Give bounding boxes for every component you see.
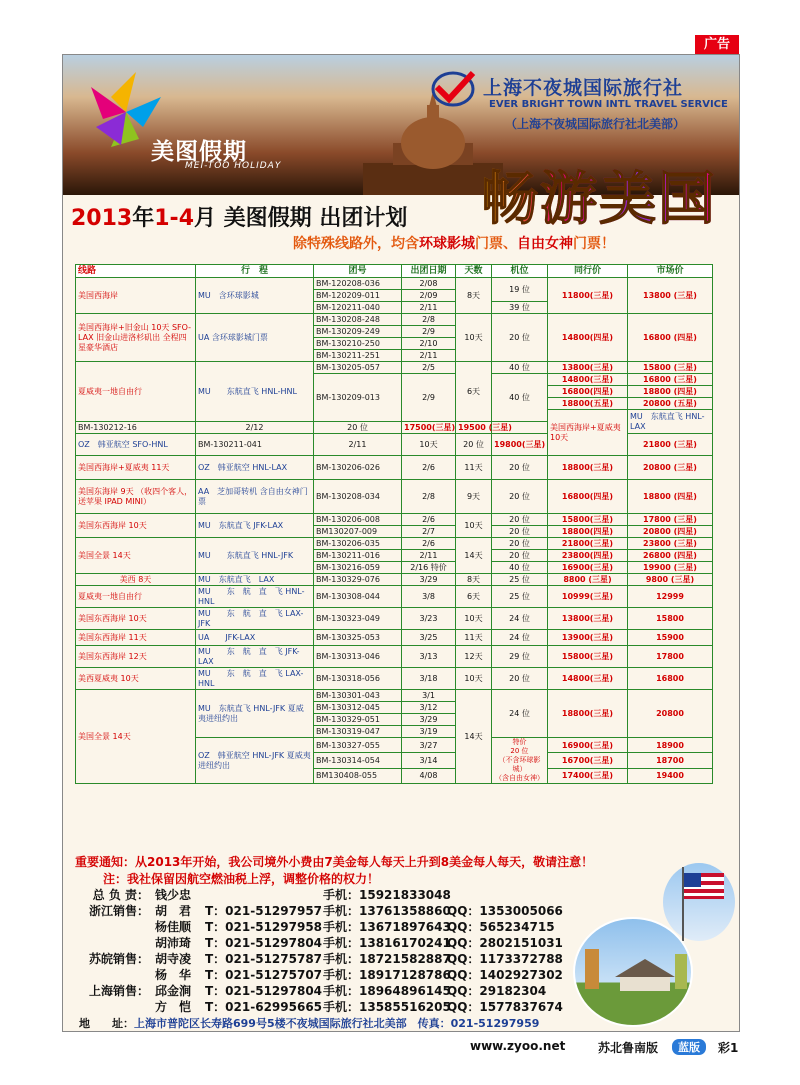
tour-schedule-table: [75, 264, 713, 784]
agency-checkmark-logo-icon: [431, 69, 476, 109]
table-row: 美国全景 14天 MU 东航直飞 HNL-JFK 夏威夷进纽约出 BM-130301-043 3/1 14天 24 位 18800(三星) 20800: [76, 690, 713, 702]
table-header: 线路 行 程 团号 出团日期 天数 机位 同行价 市场价: [76, 265, 713, 278]
table-row: OZ 韩亚航空 SFO-HNL BM-130211-041 2/11 10天 20 位 19800(三星) 21800 (三星): [76, 434, 713, 456]
edition-label: 苏北鲁南版: [598, 1041, 659, 1055]
website-link[interactable]: www.zyoo.net: [470, 1039, 566, 1053]
table-row: BM-130216-059 2/16 特价 40 位 16900(三星) 19900 (三星): [76, 562, 713, 574]
table-row: BM-130212-16 2/12 20 位 17500(三星) 19500 (三星): [76, 422, 713, 434]
table-row: BM-130211-016 2/11 20 位 23800(四星) 26800 (四星): [76, 550, 713, 562]
agency-name-english: EVER BRIGHT TOWN INTL TRAVEL SERVICE: [489, 99, 728, 110]
table-row: 18800(五星) 20800 (五星): [76, 398, 713, 410]
address-line: 地 址：上海市普陀区长寿路699号5楼不夜城国际旅行社北美部 传真：021-51297959: [79, 1017, 540, 1030]
price-adjust-note: 注：我社保留因航空燃油税上浮，调整价格的权力！: [103, 872, 380, 886]
table-row: 美国东西海岸 11天 UA JFK-LAX BM-130325-053 3/25 11天 24 位 13900(三星) 15900: [76, 630, 713, 646]
table-row: BM-130210-250 2/10: [76, 338, 713, 350]
brand-name-english: MEI-TOO HOLIDAY: [185, 161, 282, 171]
table-row: BM-130209-249 2/9: [76, 326, 713, 338]
agency-name: 上海不夜城国际旅行社: [483, 77, 684, 99]
ad-tag: 广告: [695, 35, 739, 55]
table-row: 美国西海岸+夏威夷 10天 MU 东航直飞 HNL-LAX: [76, 410, 713, 422]
table-row: BM-120209-011 2/09: [76, 290, 713, 302]
table-row: 美国东西海岸 12天 MU 东 航 直 飞 JFK-LAX BM-130313-046 3/13 12天 29 位 15800(三星) 17800: [76, 646, 713, 668]
table-row: 美国东西海岸 10天 MU 东 航 直 飞 LAX-JFK BM-130323-049 3/23 10天 24 位 13800(三星) 15800: [76, 608, 713, 630]
page-number: 彩1: [718, 1041, 739, 1055]
table-row: 美国东西海岸 10天 MU 东航直飞 JFK-LAX BM-130206-008 2/6 10天 20 位 15800(三星) 17800 (三星): [76, 514, 713, 526]
page-title: 2013年1-4月 美图假期 出团计划: [71, 206, 408, 231]
slogan: 畅游美国: [481, 153, 717, 235]
edition-badge: 蓝版: [672, 1039, 706, 1055]
table-row: 美国西海岸 MU 含环球影城 BM-120208-036 2/08 8天 19 位 11800(三星) 13800 (三星): [76, 278, 713, 290]
table-row: BM130207-009 2/7 20 位 18800(四星) 20800 (四星): [76, 526, 713, 538]
agency-department: （上海不夜城国际旅行社北美部）: [505, 117, 686, 131]
table-row: BM130408-055 4/08 17400(三星) 19400: [76, 768, 713, 783]
table-row: 美国全景 14天 MU 东航直飞 HNL-JFK BM-130206-035 2/6 14天 20 位 21800(三星) 23800 (三星): [76, 538, 713, 550]
table-row: BM-130319-047 3/19: [76, 726, 713, 738]
table-row: BM-130209-013 2/9 40 位 14800(三星) 16800 (三星): [76, 374, 713, 386]
table-row: 美国西海岸+夏威夷 11天 OZ 韩亚航空 HNL-LAX BM-130206-026 2/6 11天 20 位 18800(三星) 20800 (三星): [76, 456, 713, 480]
table-row: BM-130329-051 3/29: [76, 714, 713, 726]
table-row: OZ 韩亚航空 HNL-JFK 夏威夷进纽约出 BM-130327-055 3/27 特价 20 位 （不含环球影城） （含自由女神） 16900(三星) 18900: [76, 738, 713, 753]
table-row: BM-130211-251 2/11: [76, 350, 713, 362]
table-row: 夏威夷一地自由行 MU 东 航 直 飞 HNL-HNL BM-130308-044 3/8 6天 25 位 10999(三星) 12999: [76, 586, 713, 608]
table-row: 美西夏威夷 10天 MU 东 航 直 飞 LAX-HNL BM-130318-056 3/18 10天 20 位 14800(三星) 16800: [76, 668, 713, 690]
advert-frame: 美图假期 MEI-TOO HOLIDAY 上海不夜城国际旅行社 EVER BRIGHT TOWN INTL TRAVEL SERVICE （上海不夜城国际旅行社北美部） 畅游美国 2013年1-4月 美图假期 出团计划 除特殊线路外，均含环球影城门票、自由女神门票！ 线路 行 程 团号 出团日期 天数 机位 同行价 市场价 美国西海岸 MU 含环球影城 BM-120208-036 2/08 8天 19 位 11800(三星) 13800 (三星) BM-120209-011 2/09 BM-120211-040 2/11 39 位 美国西海岸+旧金山 10天 SFO-LAX 旧金山进洛杉矶出 全程四星豪华酒店 UA 含环球影城门票 BM-130208-248 2/8 10天 20 位 14800(四星) 16800 (四星) BM-130209-249 2/9 BM-130210-250 2/10 BM-130211-251 2/11 夏威夷一地自由行 MU 东航直飞 HNL-HNL BM-130205-057 2/5 6天 40 位 13800(三星) 15800 (三星) BM-130209-013 2/9 40 位 14800(三星) 16800 (三星) 16800(四星) 18800 (四星) 18800(五星) 20800 (五星) 美国西海岸+夏威夷 10天 MU 东航直飞 HNL-LAX BM-130212-16 2/12 20 位 17500(三星) 19500 (三星) OZ 韩亚航空 SFO-HNL BM-130211-041 2/11 10天 20 位 19800(三星) 21800 (三星) 美国西海岸+夏威夷 11天 OZ 韩亚航空 HNL-LAX BM-130206-026 2/6 11天 20 位 18800(三星) 20800 (三星) 美国东海岸 9天 （收四个客人，送苹果 IPAD MINI） AA 芝加哥转机 含自由女神门票 BM-130208-034 2/8 9天 20 位 16800(四星) 18800 (四星) 美国东西海岸 10天 MU 东航直飞 JFK-LAX BM-130206-008 2/6 10天 20 位 15800(三星) 17800 (三星) BM130207-009 2/7 20 位 18800(四星) 20800 (四星) 美国全景 14天 MU 东航直飞 HNL-JFK BM-130206-035 2/6 14天 20 位 21800(三星) 23800 (三星) BM-130211-016 2/11 20 位 23800(四星) 26800 (四星) BM-130216-059 2/16 特价 40 位 16900(三星) 19900 (三星) 美西 8天 MU 东航直飞 LAX BM-130329-076 3/29 8天 25 位 8800 (三星) 9800 (三星) 夏威夷一地自由行 MU 东 航 直 飞 HNL-HNL BM-130308-044 3/8 6天 25 位 10999(三星) 12999 美国东西海岸 10天 MU 东 航 直 飞 LAX-JFK BM-130323-049 3/23 10天 24 位 13800(三星) 15800 美国东西海岸 11天 UA JFK-LAX BM-130325-053 3/25 11天 24 位 13900(三星) 15900 美国东西海岸 12天 MU 东 航 直 飞 JFK-LAX BM-130313-046 3/13 12天 29 位 15800(三星) 17800 美西夏威夷 10天 MU 东 航 直 飞 LAX-HNL BM-130318-056 3/18 10天 20 位 14800(三星) 16800 美国全景 14天 MU 东航直飞 HNL-JFK 夏威夷进纽约出 BM-130301-043 3/1 14天 24 位 18800(三星) 20800 BM-130312-045 3/12 BM-130329-051 3/29 BM-130319-047 3/19 OZ 韩亚航空 HNL-JFK 夏威夷进纽约出 BM-130327-055 3/27 特价 20 位 （不含环球影城） （含自由女神） 16900(三星) 18900 BM-130314-054 3/14 16700(三星) 18700 BM130408-055 4/08 17400(三星) 19400 重要通知：从2013年开始，我公司境外小费由7美金每人每天上升到8美金每人每天，敬请注意！ 注：我社保留因航空燃油税上浮，调整价格的权力！ 总 负 责： 钱少忠 手机：15921833048 浙江销售： 胡 君 T：021-51297957 手机：13761358860 QQ：1353005066 杨佳顺 T：021-51297958 手机：13671897643 QQ：565234715 胡沛琦 T：021-51297804 手机：13816170241 QQ：2802151031 苏皖销售： 胡寺凌 T：021-51275787 手机：18721582887 QQ：1173372788 杨 华 T：021-51275707 手机：18917128786 QQ：1402927302 上海销售： 邱金涧 T：021-51297804 手机：18964896145 QQ：29182304 方 恺 T：021-62995665 手机：13585516205 QQ：1577837674 地 址：上海市普陀区长寿路699号5楼不夜城国际旅行社北美部 传真：021-51297959: [62, 54, 740, 1032]
brand-name: 美图假期: [151, 138, 247, 165]
table-row: BM-120211-040 2/11 39 位: [76, 302, 713, 314]
house-photo: [573, 917, 693, 1027]
house-icon: [575, 919, 695, 1029]
inclusion-note: 除特殊线路外，均含环球影城门票、自由女神门票！: [293, 236, 615, 252]
table-row: 16800(四星) 18800 (四星): [76, 386, 713, 398]
table-row: 美国东海岸 9天 （收四个客人，送苹果 IPAD MINI） AA 芝加哥转机 含自由女神门票 BM-130208-034 2/8 9天 20 位 16800(四星) 18800 (四星): [76, 480, 713, 514]
table-row: BM-130312-045 3/12: [76, 702, 713, 714]
page-footer: [0, 1033, 800, 1059]
table-row: 美西 8天 MU 东航直飞 LAX BM-130329-076 3/29 8天 25 位 8800 (三星) 9800 (三星): [76, 574, 713, 586]
important-notice: 重要通知：从2013年开始，我公司境外小费由7美金每人每天上升到8美金每人每天，敬请注意！: [75, 855, 594, 869]
table-row: 美国西海岸+旧金山 10天 SFO-LAX 旧金山进洛杉矶出 全程四星豪华酒店 UA 含环球影城门票 BM-130208-248 2/8 10天 20 位 14800(四星) 16800 (四星): [76, 314, 713, 326]
table-row: BM-130314-054 3/14 16700(三星) 18700: [76, 753, 713, 768]
table-row: 夏威夷一地自由行 MU 东航直飞 HNL-HNL BM-130205-057 2/5 6天 40 位 13800(三星) 15800 (三星): [76, 362, 713, 374]
